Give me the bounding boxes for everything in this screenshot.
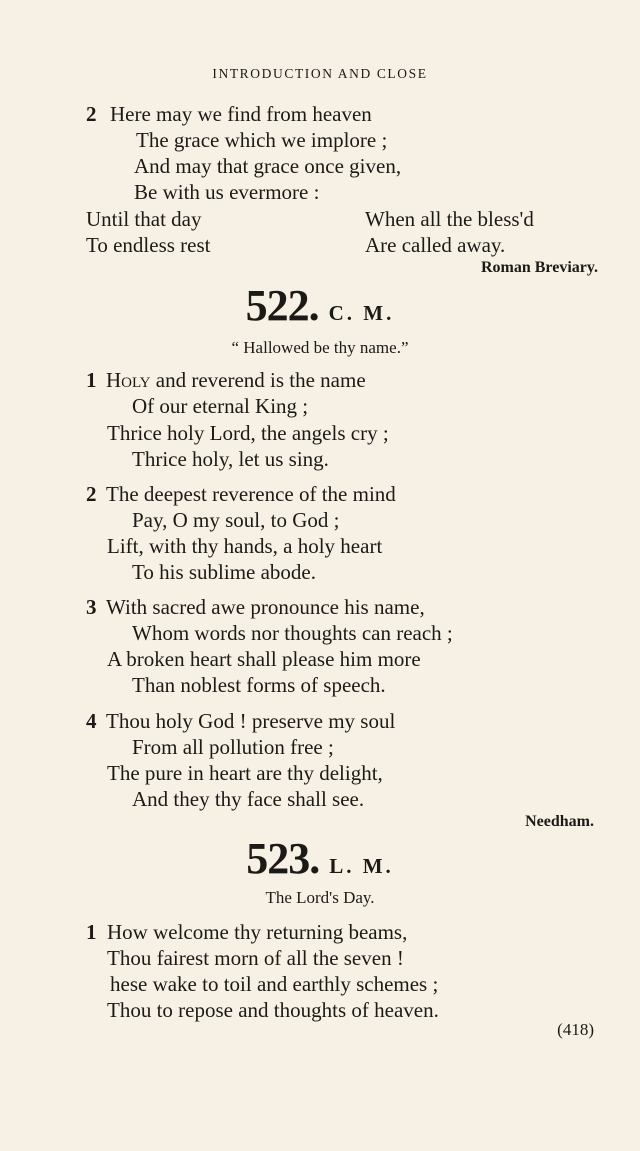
hymn-number: 522.	[245, 281, 319, 330]
hymn-meter: L. M.	[329, 854, 394, 878]
verse-line: Holy and reverend is the name	[106, 368, 366, 392]
verse-line: Be with us evermore :	[134, 180, 320, 204]
verse-line: The pure in heart are thy delight,	[107, 761, 383, 785]
verse-line: Pay, O my soul, to God ;	[132, 508, 340, 532]
verse-line: And they thy face shall see.	[132, 787, 365, 811]
verse-line: The deepest reverence of the mind	[106, 482, 396, 506]
first-word: Holy	[106, 368, 151, 392]
verse-line: Whom words nor thoughts can reach ;	[132, 621, 453, 645]
page-number: (418)	[557, 1020, 594, 1039]
verse-line: hese wake to toil and earthly schemes ;	[110, 972, 439, 996]
verse-line: The grace which we implore ;	[136, 128, 388, 152]
running-head: INTRODUCTION AND CLOSE	[212, 66, 428, 81]
stanza-number: 2	[86, 482, 97, 506]
hymn-number: 523.	[246, 834, 320, 883]
verse-line: From all pollution free ;	[132, 735, 334, 759]
verse-line: Thou holy God ! preserve my soul	[106, 709, 396, 733]
stanza-number: 1	[86, 368, 97, 392]
stanza-number: 3	[86, 595, 97, 619]
verse-line: Thrice holy, let us sing.	[132, 447, 329, 471]
verse-line: Thrice holy Lord, the angels cry ;	[107, 421, 389, 445]
hymn-meter: C. M.	[328, 301, 395, 325]
verse-line: Here may we find from heaven	[110, 102, 372, 126]
attribution: Needham.	[525, 813, 594, 830]
verse-line: With sacred awe pronounce his name,	[106, 595, 425, 619]
hymn-subtitle: The Lord's Day.	[265, 888, 375, 907]
hymn-heading	[0, 833, 640, 884]
verse-line: Than noblest forms of speech.	[132, 673, 386, 697]
stanza-number: 2	[86, 102, 97, 126]
stanza-number: 1	[86, 920, 97, 944]
verse-line: Thou fairest morn of all the seven !	[107, 946, 404, 970]
verse-line: And may that grace once given,	[134, 154, 402, 178]
verse-line: Lift, with thy hands, a holy heart	[107, 534, 383, 558]
verse-line: Of our eternal King ;	[132, 394, 309, 418]
verse-line: To his sublime abode.	[132, 560, 317, 584]
refrain-line: Until that day	[86, 207, 202, 231]
hymn-subtitle: “ Hallowed be thy name.”	[231, 338, 409, 357]
stanza-number: 4	[86, 709, 97, 733]
verse-line: How welcome thy returning beams,	[107, 920, 408, 944]
attribution: Roman Breviary.	[480, 259, 598, 276]
refrain-line: When all the bless'd	[365, 207, 534, 231]
refrain-line: Are called away.	[365, 233, 506, 257]
verse-line: A broken heart shall please him more	[107, 647, 421, 671]
refrain-line: To endless rest	[86, 233, 211, 257]
verse-line: Thou to repose and thoughts of heaven.	[107, 998, 439, 1022]
hymn-heading	[0, 280, 640, 331]
